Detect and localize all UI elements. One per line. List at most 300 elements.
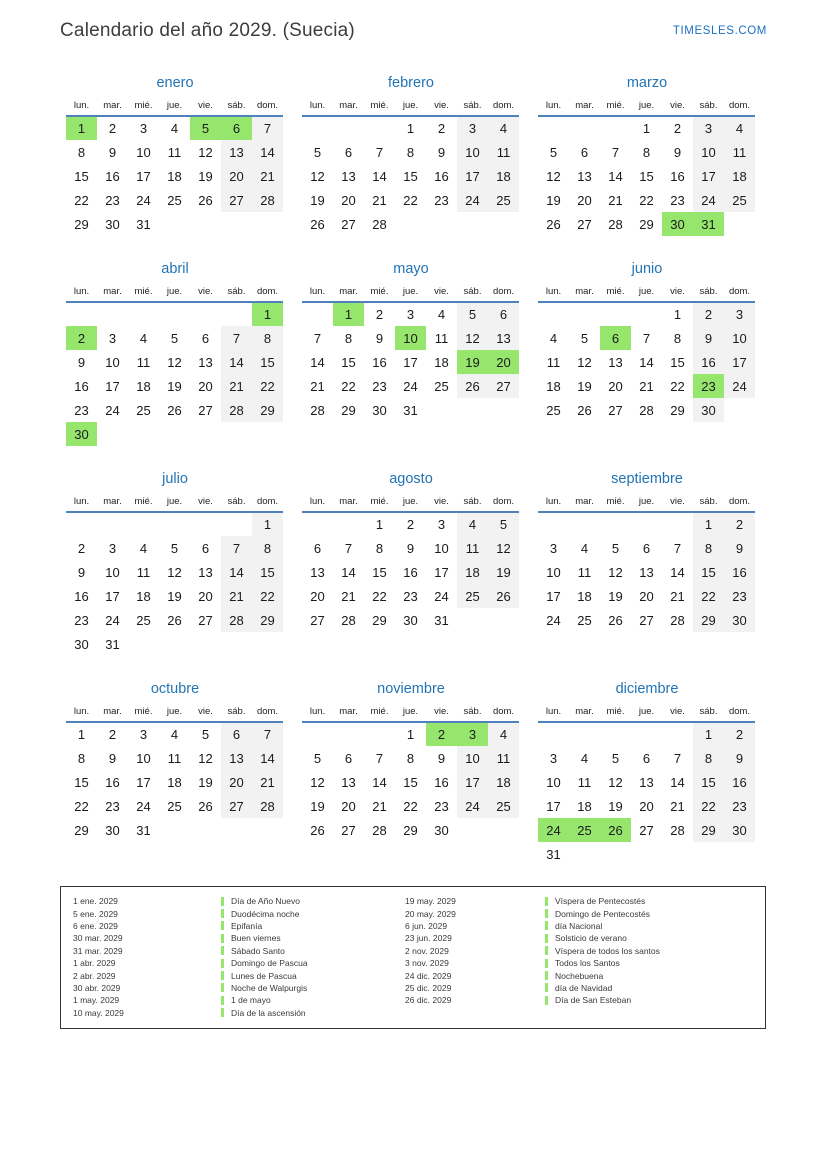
day-cell: 23 — [434, 798, 449, 814]
empty-cell — [221, 302, 252, 326]
day-cell: 10 — [693, 140, 724, 164]
holiday-marker-icon — [221, 983, 224, 992]
day-cell: 21 — [670, 588, 685, 604]
day-cell: 19 — [608, 588, 623, 604]
day-cell: 26 — [167, 612, 182, 628]
day-cell: 17 — [546, 798, 561, 814]
day-cell: 3 — [457, 116, 488, 140]
day-cell: 26 — [600, 818, 631, 842]
day-cell: 15 — [252, 350, 283, 374]
day-cell: 26 — [167, 402, 182, 418]
day-cell: 10 — [136, 750, 151, 766]
day-cell: 12 — [577, 354, 592, 370]
day-cell: 14 — [221, 350, 252, 374]
day-cell: 3 — [457, 722, 488, 746]
week-row — [538, 746, 755, 770]
weekday-label: vie. — [426, 496, 457, 512]
empty-cell — [600, 116, 631, 140]
week-row — [538, 302, 755, 326]
day-cell: 1 — [77, 727, 86, 742]
weekday-label: lun. — [66, 286, 97, 302]
day-cell: 9 — [406, 540, 415, 556]
day-cell: 18 — [136, 378, 151, 394]
day-cell: 31 — [105, 636, 120, 652]
day-cell: 10 — [457, 140, 488, 164]
week-row — [302, 584, 519, 608]
weekday-label: lun. — [538, 706, 569, 722]
day-cell: 27 — [341, 216, 356, 232]
week-row — [66, 326, 283, 350]
weekday-label: mar. — [569, 706, 600, 722]
day-cell: 25 — [457, 584, 488, 608]
day-cell: 7 — [642, 330, 651, 346]
weekday-header-row — [302, 706, 519, 722]
day-cell: 24 — [457, 794, 488, 818]
day-cell: 12 — [488, 536, 519, 560]
day-cell: 2 — [693, 302, 724, 326]
day-cell: 6 — [313, 540, 322, 556]
week-row — [66, 722, 283, 746]
holiday-marker-icon — [545, 897, 548, 906]
day-cell: 15 — [639, 168, 654, 184]
day-cell: 16 — [372, 354, 387, 370]
day-cell: 4 — [139, 330, 148, 346]
empty-cell — [724, 212, 755, 236]
day-cell: 23 — [403, 588, 418, 604]
empty-cell — [457, 818, 488, 842]
day-cell: 16 — [105, 168, 120, 184]
day-cell: 27 — [198, 402, 213, 418]
week-row — [538, 140, 755, 164]
empty-cell — [333, 116, 364, 140]
weekday-label: lun. — [302, 286, 333, 302]
day-cell: 19 — [546, 192, 561, 208]
legend-holiday-name: Nochebuena — [555, 970, 604, 981]
weekday-label: dom. — [488, 100, 519, 116]
day-cell: 28 — [372, 216, 387, 232]
month-febrero — [302, 75, 520, 236]
empty-cell — [395, 212, 426, 236]
day-cell: 12 — [167, 354, 182, 370]
day-cell: 14 — [221, 560, 252, 584]
day-cell: 14 — [341, 564, 356, 580]
day-cell: 22 — [693, 584, 724, 608]
weekday-label: dom. — [724, 706, 755, 722]
legend-entry — [405, 982, 660, 994]
day-cell: 31 — [546, 846, 561, 862]
day-cell: 6 — [344, 144, 353, 160]
week-row — [538, 536, 755, 560]
weekday-label: sáb. — [693, 286, 724, 302]
legend-entry — [405, 969, 660, 981]
day-cell: 8 — [77, 750, 86, 766]
empty-cell — [426, 212, 457, 236]
day-cell: 25 — [167, 798, 182, 814]
day-cell: 5 — [488, 512, 519, 536]
day-cell: 10 — [395, 326, 426, 350]
day-cell: 5 — [313, 144, 322, 160]
holiday-marker-icon — [545, 971, 548, 980]
legend-date: 1 ene. 2029 — [73, 896, 118, 907]
day-cell: 24 — [693, 188, 724, 212]
empty-cell — [364, 722, 395, 746]
month-title[interactable]: octubre — [150, 681, 200, 697]
day-cell: 4 — [549, 330, 558, 346]
day-cell: 8 — [406, 144, 415, 160]
day-cell: 2 — [108, 121, 117, 136]
day-cell: 5 — [190, 116, 221, 140]
empty-cell — [600, 302, 631, 326]
day-cell: 10 — [546, 564, 561, 580]
empty-cell — [159, 422, 190, 446]
empty-cell — [190, 632, 221, 656]
empty-cell — [631, 302, 662, 326]
day-cell: 12 — [198, 144, 213, 160]
weekday-label: mar. — [97, 286, 128, 302]
empty-cell — [426, 398, 457, 422]
month-title[interactable]: febrero — [388, 75, 434, 91]
day-cell: 7 — [344, 540, 353, 556]
weekday-label: sáb. — [221, 496, 252, 512]
weekday-label: mar. — [97, 706, 128, 722]
day-cell: 21 — [608, 192, 623, 208]
weekday-label: lun. — [538, 496, 569, 512]
day-cell: 31 — [136, 822, 151, 838]
day-cell: 2 — [406, 517, 415, 532]
day-cell: 9 — [77, 354, 86, 370]
weekday-label: mar. — [333, 286, 364, 302]
day-cell: 9 — [724, 746, 755, 770]
legend-date: 3 nov. 2029 — [405, 958, 449, 969]
day-cell: 15 — [403, 168, 418, 184]
day-cell: 13 — [608, 354, 623, 370]
day-cell: 20 — [341, 192, 356, 208]
day-cell: 16 — [403, 564, 418, 580]
holiday-marker-icon — [221, 1008, 224, 1017]
day-cell: 27 — [608, 402, 623, 418]
day-cell: 23 — [74, 612, 89, 628]
weekday-label: jue. — [159, 100, 190, 116]
day-cell: 6 — [201, 540, 210, 556]
day-cell: 1 — [252, 512, 283, 536]
weekday-label: vie. — [190, 706, 221, 722]
day-cell: 11 — [488, 746, 519, 770]
weekday-header-row — [302, 496, 519, 512]
day-cell: 6 — [580, 144, 589, 160]
weekday-label: mié. — [600, 496, 631, 512]
day-cell: 13 — [639, 564, 654, 580]
day-cell: 16 — [434, 168, 449, 184]
empty-cell — [221, 422, 252, 446]
day-cell: 21 — [639, 378, 654, 394]
day-cell: 18 — [167, 168, 182, 184]
empty-cell — [221, 512, 252, 536]
week-row — [66, 536, 283, 560]
empty-cell — [190, 212, 221, 236]
day-cell: 25 — [167, 192, 182, 208]
day-cell: 20 — [608, 378, 623, 394]
calendar-year-grid — [66, 75, 827, 866]
day-cell: 4 — [457, 512, 488, 536]
weekday-label: jue. — [159, 286, 190, 302]
day-cell: 12 — [457, 326, 488, 350]
day-cell: 11 — [167, 750, 182, 766]
weekday-label: jue. — [395, 100, 426, 116]
legend-entry — [73, 957, 405, 969]
day-cell: 22 — [252, 374, 283, 398]
legend-holiday-name: Epifanía — [231, 920, 263, 931]
empty-cell — [693, 842, 724, 866]
day-cell: 8 — [344, 330, 353, 346]
weekday-label: vie. — [426, 286, 457, 302]
day-cell: 26 — [608, 612, 623, 628]
day-cell: 21 — [670, 798, 685, 814]
empty-cell — [159, 632, 190, 656]
empty-cell — [190, 422, 221, 446]
week-row — [538, 770, 755, 794]
week-row — [302, 818, 519, 842]
weekday-label: mié. — [600, 286, 631, 302]
empty-cell — [600, 722, 631, 746]
empty-cell — [302, 302, 333, 326]
day-cell: 6 — [600, 326, 631, 350]
day-cell: 3 — [693, 116, 724, 140]
day-cell: 4 — [724, 116, 755, 140]
day-cell: 27 — [639, 612, 654, 628]
day-cell: 18 — [488, 164, 519, 188]
week-row — [66, 302, 283, 326]
day-cell: 28 — [639, 402, 654, 418]
legend-column — [73, 895, 405, 1019]
day-cell: 21 — [221, 374, 252, 398]
legend-date: 25 dic. 2029 — [405, 982, 452, 993]
day-cell: 30 — [105, 216, 120, 232]
day-cell: 19 — [167, 588, 182, 604]
day-cell: 5 — [611, 540, 620, 556]
legend-holiday-name: día Nacional — [555, 920, 603, 931]
empty-cell — [159, 212, 190, 236]
weekday-label: mié. — [128, 496, 159, 512]
day-cell: 19 — [198, 774, 213, 790]
legend-date: 19 may. 2029 — [405, 896, 456, 907]
day-cell: 7 — [221, 326, 252, 350]
day-cell: 4 — [170, 121, 179, 136]
day-cell: 7 — [375, 750, 384, 766]
empty-cell — [538, 116, 569, 140]
day-cell: 28 — [252, 188, 283, 212]
day-cell: 30 — [372, 402, 387, 418]
day-cell: 11 — [457, 536, 488, 560]
weekday-label: vie. — [190, 286, 221, 302]
day-cell: 30 — [434, 822, 449, 838]
holiday-legend — [60, 886, 766, 1029]
week-row — [538, 560, 755, 584]
day-cell: 4 — [580, 540, 589, 556]
empty-cell — [97, 512, 128, 536]
legend-holiday-name: 1 de mayo — [231, 995, 271, 1006]
weekday-header-row — [538, 496, 755, 512]
day-cell: 1 — [375, 517, 384, 532]
empty-cell — [600, 512, 631, 536]
day-cell: 5 — [201, 727, 210, 742]
day-cell: 26 — [577, 402, 592, 418]
day-cell: 20 — [310, 588, 325, 604]
empty-cell — [488, 608, 519, 632]
week-row — [66, 746, 283, 770]
day-cell: 5 — [611, 750, 620, 766]
weekday-label: mar. — [569, 286, 600, 302]
day-cell: 28 — [608, 216, 623, 232]
day-cell: 30 — [66, 422, 97, 446]
day-cell: 7 — [375, 144, 384, 160]
empty-cell — [302, 722, 333, 746]
day-cell: 15 — [372, 564, 387, 580]
holiday-marker-icon — [221, 971, 224, 980]
holiday-marker-icon — [221, 909, 224, 918]
day-cell: 13 — [341, 168, 356, 184]
day-cell: 18 — [167, 774, 182, 790]
day-cell: 25 — [546, 402, 561, 418]
empty-cell — [252, 632, 283, 656]
empty-cell — [66, 302, 97, 326]
weekday-label: mié. — [364, 496, 395, 512]
day-cell: 3 — [108, 540, 117, 556]
day-cell: 18 — [577, 798, 592, 814]
day-cell: 17 — [724, 350, 755, 374]
week-row — [302, 746, 519, 770]
month-julio — [66, 471, 284, 656]
day-cell: 1 — [642, 121, 651, 136]
day-cell: 14 — [670, 564, 685, 580]
month-title[interactable]: septiembre — [611, 471, 683, 487]
empty-cell — [221, 212, 252, 236]
week-row — [66, 374, 283, 398]
empty-cell — [364, 116, 395, 140]
week-row — [302, 140, 519, 164]
legend-date: 2 nov. 2029 — [405, 945, 449, 956]
day-cell: 21 — [310, 378, 325, 394]
day-cell: 2 — [437, 121, 446, 136]
site-link[interactable]: TIMESLES.COM — [672, 25, 767, 37]
holiday-marker-icon — [221, 959, 224, 968]
month-title[interactable]: agosto — [389, 471, 433, 487]
empty-cell — [724, 398, 755, 422]
month-title[interactable]: diciembre — [615, 681, 679, 697]
empty-cell — [159, 818, 190, 842]
weekday-label: jue. — [395, 286, 426, 302]
week-row — [302, 350, 519, 374]
weekday-label: dom. — [724, 496, 755, 512]
day-cell: 29 — [341, 402, 356, 418]
page-header — [0, 0, 827, 42]
day-cell: 8 — [252, 536, 283, 560]
week-row — [302, 794, 519, 818]
day-cell: 30 — [724, 608, 755, 632]
month-title[interactable]: marzo — [626, 75, 668, 91]
legend-entry — [73, 969, 405, 981]
week-row — [302, 374, 519, 398]
legend-entry — [73, 907, 405, 919]
legend-date: 31 mar. 2029 — [73, 945, 123, 956]
day-cell: 27 — [341, 822, 356, 838]
weekday-header-row — [538, 286, 755, 302]
day-cell: 9 — [108, 144, 117, 160]
week-row — [538, 398, 755, 422]
empty-cell — [302, 116, 333, 140]
weekday-label: lun. — [302, 496, 333, 512]
week-row — [302, 116, 519, 140]
month-title[interactable]: enero — [156, 75, 194, 91]
day-cell: 17 — [105, 588, 120, 604]
empty-cell — [190, 512, 221, 536]
holiday-marker-icon — [545, 959, 548, 968]
day-cell: 3 — [724, 302, 755, 326]
weekday-label: sáb. — [221, 100, 252, 116]
day-cell: 27 — [310, 612, 325, 628]
page-title: Calendario del año 2029. (Suecia) — [60, 20, 355, 41]
day-cell: 28 — [670, 612, 685, 628]
week-row — [66, 818, 283, 842]
month-title[interactable]: noviembre — [377, 681, 445, 697]
empty-cell — [159, 512, 190, 536]
month-title[interactable]: abril — [161, 261, 189, 277]
month-title[interactable]: julio — [162, 471, 188, 487]
month-title[interactable]: junio — [631, 261, 663, 277]
legend-holiday-name: Víspera de Pentecostés — [555, 896, 646, 907]
day-cell: 7 — [252, 722, 283, 746]
empty-cell — [724, 842, 755, 866]
weekday-label: dom. — [252, 706, 283, 722]
day-cell: 27 — [488, 374, 519, 398]
day-cell: 17 — [546, 588, 561, 604]
week-row — [302, 302, 519, 326]
day-cell: 15 — [341, 354, 356, 370]
day-cell: 11 — [577, 564, 592, 580]
weekday-label: jue. — [631, 706, 662, 722]
legend-entry — [405, 920, 660, 932]
day-cell: 19 — [577, 378, 592, 394]
legend-date: 20 may. 2029 — [405, 908, 456, 919]
legend-holiday-name: Duodécima noche — [231, 908, 300, 919]
empty-cell — [221, 818, 252, 842]
legend-entry — [73, 895, 405, 907]
day-cell: 5 — [170, 540, 179, 556]
weekday-header-row — [538, 100, 755, 116]
day-cell: 25 — [434, 378, 449, 394]
week-row — [302, 770, 519, 794]
day-cell: 31 — [403, 402, 418, 418]
day-cell: 22 — [670, 378, 685, 394]
day-cell: 24 — [136, 798, 151, 814]
day-cell: 11 — [434, 330, 449, 346]
weekday-label: mié. — [128, 286, 159, 302]
day-cell: 7 — [313, 330, 322, 346]
day-cell: 8 — [375, 540, 384, 556]
month-title[interactable]: mayo — [393, 261, 429, 277]
legend-holiday-name: Domingo de Pascua — [231, 958, 308, 969]
day-cell: 7 — [673, 540, 682, 556]
day-cell: 29 — [403, 822, 418, 838]
day-cell: 5 — [457, 302, 488, 326]
day-cell: 20 — [221, 770, 252, 794]
day-cell: 25 — [724, 188, 755, 212]
empty-cell — [569, 116, 600, 140]
month-marzo — [538, 75, 756, 236]
day-cell: 26 — [198, 798, 213, 814]
week-row — [66, 512, 283, 536]
day-cell: 15 — [693, 770, 724, 794]
day-cell: 23 — [372, 378, 387, 394]
